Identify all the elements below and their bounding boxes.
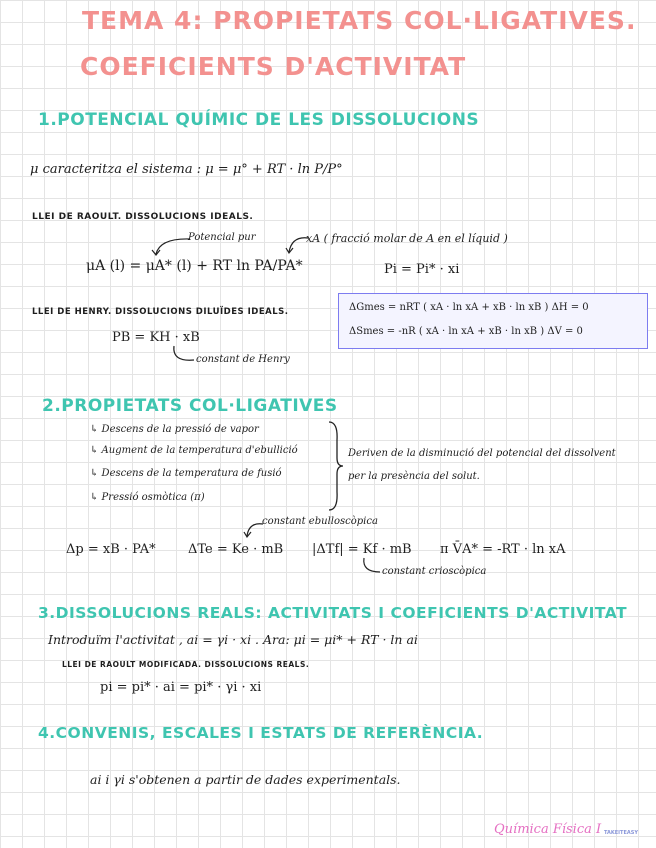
modified-raoult-equation: pi = pi* · ai = pi* · γi · xi [100, 680, 262, 695]
title-line-1: TEMA 4: PROPIETATS COL·LIGATIVES. [82, 6, 637, 35]
colligative-item-4: ↳ Pressió osmòtica (π) [90, 492, 205, 503]
ebullioscopic-note: constant ebulloscòpica [262, 516, 378, 527]
molar-fraction-arrow [286, 234, 316, 256]
raoult-pressure-equation: Pi = Pi* · xi [384, 262, 460, 277]
raoult-law-label: LLEI DE RAOULT. DISSOLUCIONS IDEALS. [32, 212, 254, 222]
molar-fraction-note: xA ( fracció molar de A en el líquid ) [306, 232, 508, 245]
section-2-heading: 2.PROPIETATS COL·LIGATIVES [42, 396, 338, 416]
cryoscopic-arrow [360, 556, 384, 578]
pure-potential-note: Potencial pur [188, 232, 256, 243]
experimental-note: ai i γi s'obtenen a partir de dades experimentals. [90, 772, 401, 787]
cryoscopic-note: constant crioscòpica [382, 566, 487, 577]
section-3-heading: 3.DISSOLUCIONS REALS: ACTIVITATS I COEFICIENTS D'ACTIVITAT [38, 604, 628, 622]
gibbs-mixing-equation: ΔGmes = nRT ( xA · ln xA + xB · ln xB ) ΔH = 0 [349, 302, 589, 313]
curly-brace [326, 420, 346, 512]
activity-introduction: Introduïm l'activitat , ai = γi · xi . Ara: μi = μi* + RT · ln ai [48, 632, 418, 647]
section-4-heading: 4.CONVENIS, ESCALES I ESTATS DE REFERÈNCIA. [38, 724, 484, 742]
henry-constant-note: constant de Henry [196, 354, 290, 365]
brace-explanation-2: per la presència del solut. [348, 471, 480, 482]
entropy-mixing-equation: ΔSmes = -nR ( xA · ln xA + xB · ln xB ) ΔV = 0 [349, 326, 583, 337]
colligative-item-3: ↳ Descens de la temperatura de fusió [90, 468, 282, 479]
chemical-potential-line: μ caracteritza el sistema : μ = μ° + RT · ln P/P° [30, 162, 343, 177]
colligative-item-2: ↳ Augment de la temperatura d'ebullició [90, 445, 298, 456]
footer-course-label: Química Física I [494, 822, 602, 837]
title-line-2: COEFICIENTS D'ACTIVITAT [80, 52, 467, 81]
ebullioscopic-arrow [243, 520, 267, 540]
henry-law-label: LLEI DE HENRY. DISSOLUCIONS DILUÏDES IDEALS. [32, 307, 289, 317]
brace-explanation-1: Deriven de la disminució del potencial del dissolvent [348, 448, 616, 459]
osmotic-equation: π V̄A* = -RT · ln xA [440, 542, 566, 557]
ebullioscopic-equation: ΔTe = Ke · mB [188, 542, 284, 557]
raoult-potential-equation: μA (l) = μA* (l) + RT ln PA/PA* [86, 258, 303, 274]
pure-potential-arrow [150, 236, 200, 258]
section-1-heading: 1.POTENCIAL QUÍMIC DE LES DISSOLUCIONS [38, 110, 480, 130]
modified-raoult-label: LLEI DE RAOULT MODIFICADA. DISSOLUCIONS REALS. [62, 660, 310, 669]
cryoscopic-equation: |ΔTf| = Kf · mB [312, 542, 412, 557]
takeiteasy-logo: TAKEITEASY [604, 830, 638, 836]
vapor-pressure-equation: Δp = xB · PA* [66, 542, 156, 557]
henry-equation: PB = KH · xB [112, 330, 200, 345]
colligative-item-1: ↳ Descens de la pressió de vapor [90, 424, 259, 435]
